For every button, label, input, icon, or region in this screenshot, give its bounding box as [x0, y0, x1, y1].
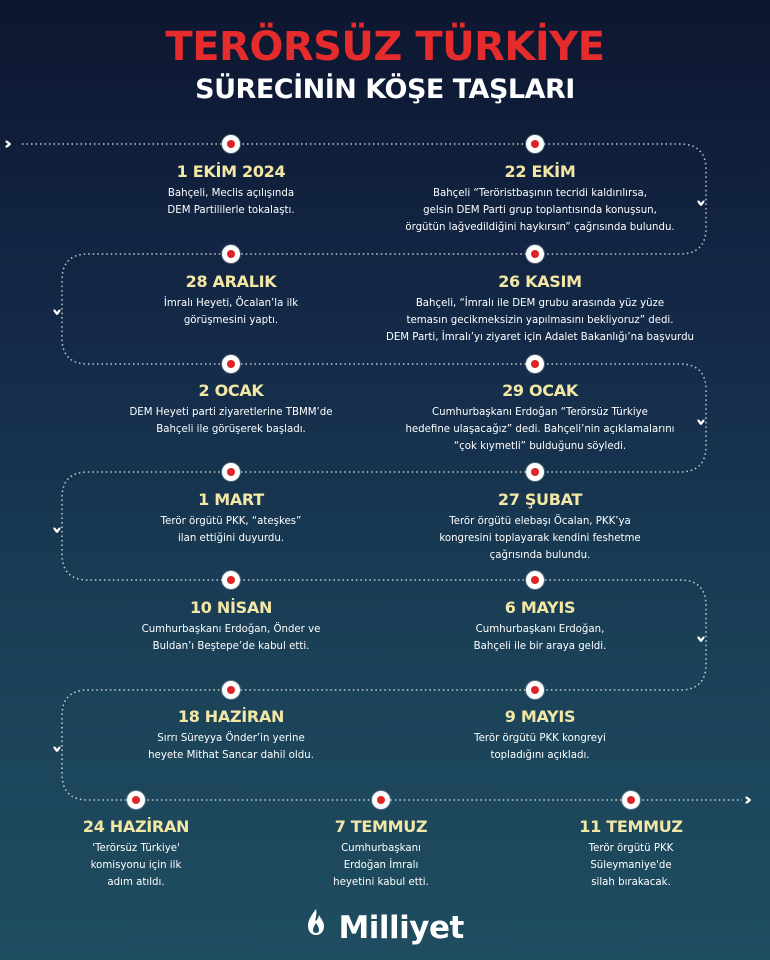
double-chevron-down-icon: ›› [691, 198, 712, 202]
event-date: 6 MAYIS [504, 598, 576, 617]
event-date: 29 OCAK [502, 381, 578, 400]
timeline-dot [222, 245, 240, 263]
event-date: 18 HAZİRAN [177, 707, 285, 726]
event-date: 22 EKİM [504, 162, 576, 181]
event-date: 26 KASIM [498, 272, 582, 291]
double-chevron-down-icon: ›› [47, 525, 68, 529]
event-description: Cumhurbaşkanı Erdoğan, Bahçeli ile bir araya geldi. [473, 624, 607, 652]
timeline-event [96, 707, 366, 764]
timeline-event [551, 817, 711, 891]
event-date: 9 MAYIS [504, 707, 576, 726]
double-chevron-down-icon: ›› [47, 744, 68, 748]
timeline-dot [526, 463, 544, 481]
event-description: Sırrı Süreyya Önder’in yerine heyete Mithat Sancar dahil oldu. [148, 733, 314, 761]
event-description: DEM Heyeti parti ziyaretlerine TBMM’de Bahçeli ile görüşerek başladı. [129, 407, 333, 435]
event-description: Terör örgütü PKK kongreyi topladığını açıkladı. [474, 733, 606, 761]
logo-text: Milliyet [338, 910, 464, 946]
event-date: 1 MART [198, 490, 264, 509]
timeline-dot [622, 791, 640, 809]
event-description: 'Terörsüz Türkiye' komisyonu için ilk adım atıldı. [90, 843, 182, 888]
timeline-dot [222, 681, 240, 699]
timeline-event [301, 817, 461, 891]
timeline-event [390, 707, 690, 764]
timeline-dot [222, 571, 240, 589]
timeline-dot [127, 791, 145, 809]
timeline-event [390, 162, 690, 236]
event-date: 7 TEMMUZ [334, 817, 428, 836]
event-description: Bahçeli, Meclis açılışında DEM Partililerle tokalaştı. [167, 188, 295, 216]
event-date: 10 NİSAN [189, 598, 273, 617]
timeline-event [56, 817, 216, 891]
timeline-dot [222, 463, 240, 481]
event-date: 1 EKİM 2024 [176, 162, 286, 181]
event-date: 24 HAZİRAN [82, 817, 190, 836]
event-description: Cumhurbaşkanı Erdoğan İmralı heyetini kabul etti. [333, 843, 429, 888]
event-description: Terör örgütü PKK, “ateşkes” ilan ettiğini duyurdu. [160, 516, 302, 544]
double-chevron-right-icon: ›› [4, 134, 7, 154]
event-date: 2 OCAK [198, 381, 264, 400]
event-description: Terör örgütü PKK Süleymaniye'de silah bırakacak. [588, 843, 674, 888]
timeline-dot [526, 681, 544, 699]
event-description: Bahçeli “Teröristbaşının tecridi kaldırılırsa, gelsin DEM Parti grup toplantısında konuşsun, örgütün lağvedildiğini haykırsın” çağrısında bulundu. [405, 188, 675, 233]
event-description: İmralı Heyeti, Öcalan’la ilk görüşmesini yaptı. [163, 298, 299, 326]
event-description: Bahçeli, “İmralı ile DEM grubu arasında yüz yüze temasın gecikmeksizin yapılmasını bekliyoruz” dedi. DEM Parti, İmralı’yı ziyaret için Adalet Bakanlığı’na başvurdu [385, 298, 694, 343]
timeline-event [96, 272, 366, 329]
page-subtitle: SÜRECİNİN KÖŞE TAŞLARI [195, 74, 575, 105]
timeline-event [390, 598, 690, 655]
event-description: Cumhurbaşkanı Erdoğan “Terörsüz Türkiye hedefine ulaşacağız” dedi. Bahçeli’nin açıklamalarını “çok kıymetli” bulduğunu söyledi. [405, 407, 675, 452]
timeline-event [380, 272, 700, 346]
event-date: 11 TEMMUZ [579, 817, 683, 836]
event-description: Terör örgütü elebaşı Öcalan, PKK’ya kongresini toplayarak kendini feshetme çağrısında bulundu. [439, 516, 641, 561]
flame-icon [306, 908, 326, 943]
timeline-dot [526, 571, 544, 589]
double-chevron-down-icon: ›› [691, 417, 712, 421]
page-title: TERÖRSÜZ TÜRKİYE [165, 24, 605, 70]
timeline-dot [222, 135, 240, 153]
event-date: 27 ŞUBAT [497, 490, 583, 509]
event-date: 28 ARALIK [185, 272, 277, 291]
timeline-dot [526, 355, 544, 373]
timeline-dot [372, 791, 390, 809]
timeline-event [96, 381, 366, 438]
event-description: Cumhurbaşkanı Erdoğan, Önder ve Buldan’ı Beştepe’de kabul etti. [141, 624, 321, 652]
double-chevron-right-icon: ›› [744, 790, 747, 810]
timeline-dot [526, 135, 544, 153]
timeline-dot [222, 355, 240, 373]
timeline-event [390, 381, 690, 455]
timeline-event [390, 490, 690, 564]
milliyet-logo [0, 908, 770, 946]
timeline-dotted-line [22, 144, 742, 800]
timeline-event [96, 598, 366, 655]
double-chevron-down-icon: ›› [47, 307, 68, 311]
double-chevron-down-icon: ›› [691, 634, 712, 638]
timeline-dot [526, 245, 544, 263]
timeline-event [96, 162, 366, 219]
timeline-event [96, 490, 366, 547]
